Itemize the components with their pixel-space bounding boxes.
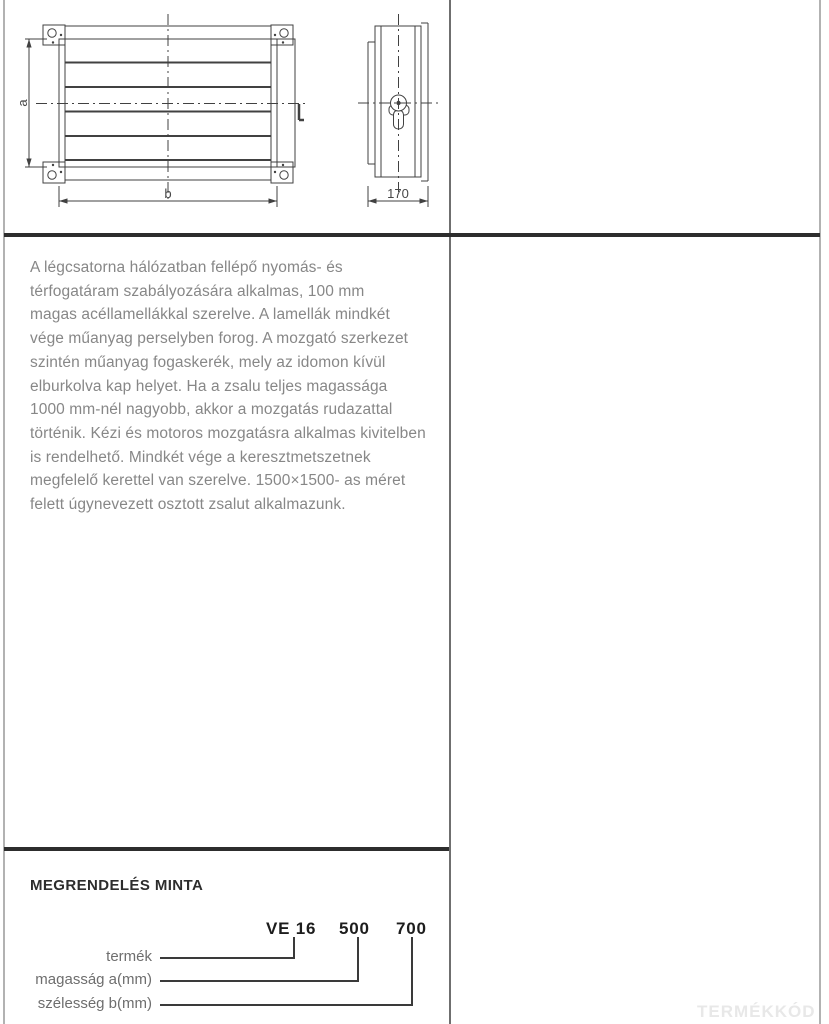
order-code-height: 500 (339, 919, 370, 938)
order-code-width: 700 (396, 919, 427, 938)
crank-handle (299, 104, 304, 120)
description-line: megfelelő kerettel van szerelve. 1500×1500- as méret (30, 472, 406, 490)
front-view-drawing (15, 14, 308, 207)
order-label-height: magasság a(mm) (35, 971, 152, 988)
order-label-product: termék (106, 948, 152, 965)
order-label-width: szélesség b(mm) (37, 995, 152, 1012)
product-description (30, 256, 446, 517)
order-sample-heading: MEGRENDELÉS MINTA (30, 877, 204, 894)
order-code-product: VE 16 (266, 919, 317, 938)
dimension-b-label: b (164, 186, 172, 201)
side-view-drawing (358, 14, 438, 207)
dimension-a-label: a (15, 99, 30, 107)
dimension-depth-label: 170 (387, 186, 409, 201)
description-line: felett úgynevezett osztott zsalut alkalmazunk. (30, 496, 346, 514)
description-line: A légcsatorna hálózatban fellépő nyomás- és (30, 259, 343, 276)
leader-line-width (160, 937, 413, 1006)
description-line: szintén műanyag fogaskerék, mely az idomon kívül (30, 353, 386, 371)
description-line: magas acéllamellákkal szerelve. A lamellák mindkét (30, 306, 390, 324)
description-line: 1000 mm-nél nagyobb, akkor a mozgatás rudazattal (30, 401, 393, 419)
technical-drawing (0, 0, 460, 230)
watermark-text: TERMÉKKÓD (697, 1002, 816, 1021)
description-line: vége műanyag perselyben forog. A mozgató szerkezet (30, 330, 409, 348)
section-rule-bottom (4, 847, 449, 851)
description-line: történik. Kézi és motoros mozgatásra alkalmas kivitelben (30, 424, 426, 442)
description-line: térfogatáram szabályozására alkalmas, 100 mm (30, 282, 365, 300)
description-line: elburkolva kap helyet. Ha a zsalu teljes magassága (30, 377, 388, 395)
description-line: is rendelhető. Mindkét vége a keresztmetszetnek (30, 448, 371, 466)
page-border-right (819, 0, 821, 1024)
section-rule-top (4, 233, 820, 237)
